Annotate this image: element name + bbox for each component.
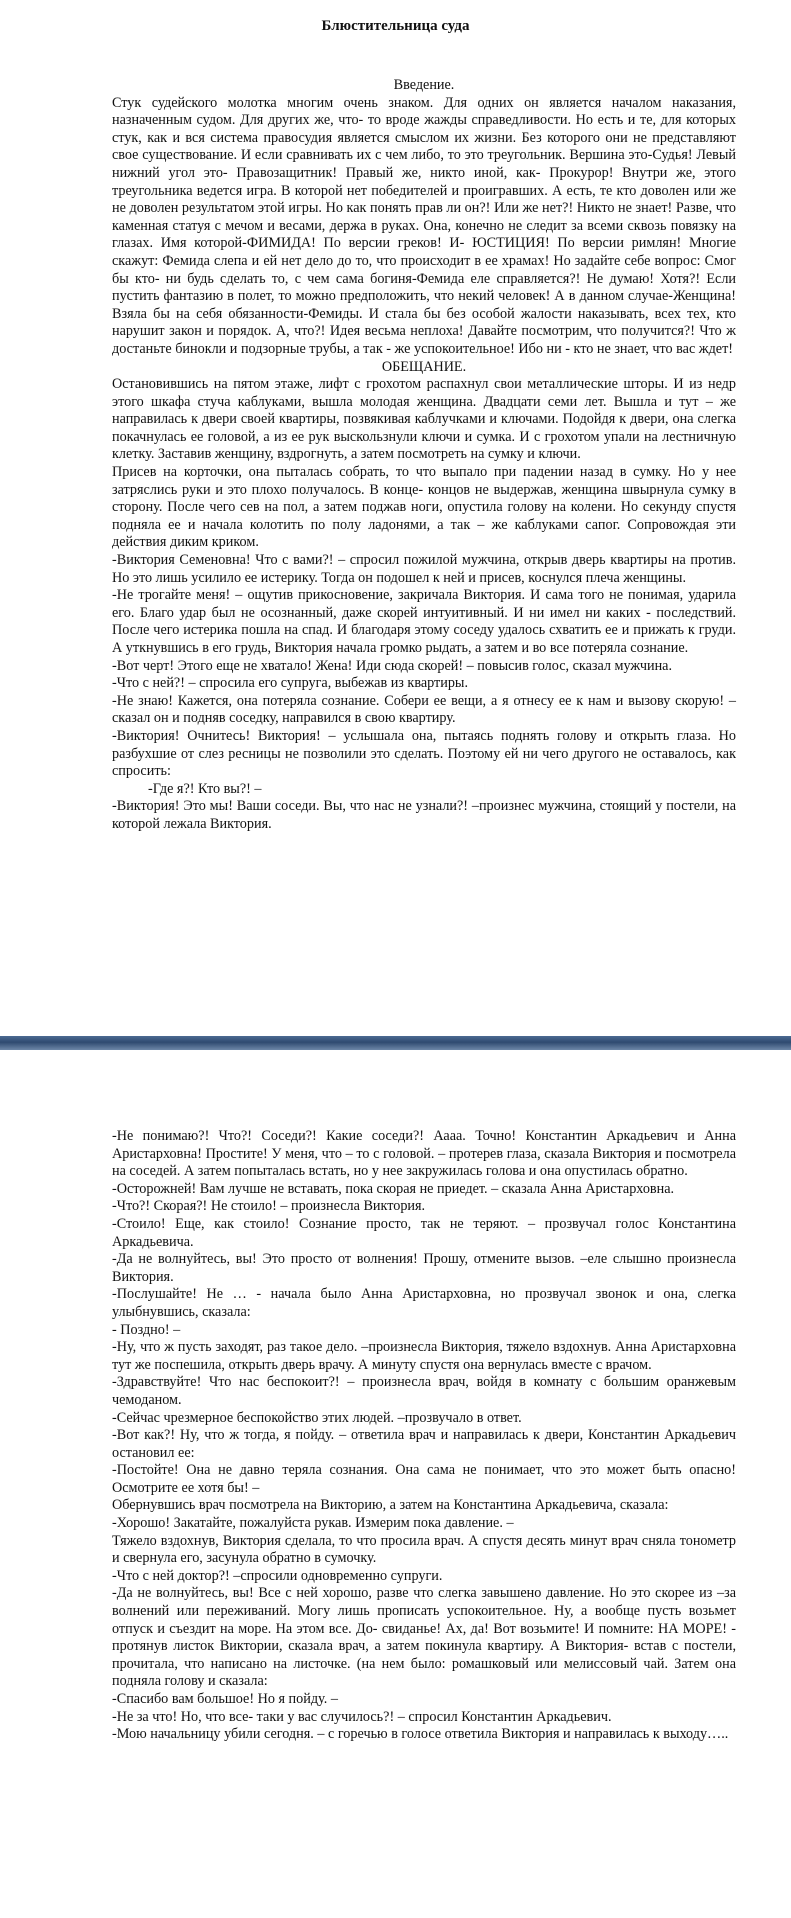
paragraph: -Виктория! Очнитесь! Виктория! – услышала она, пытаясь поднять голову и открыть глаза. Но разбухшие от слез ресницы не позволили это сделать. Поэтому ей ни чего другого не оставалось, как спросить:: [112, 727, 736, 780]
paragraph: -Хорошо! Закатайте, пожалуйста рукав. Измерим пока давление. –: [112, 1515, 514, 1532]
paragraph: -Вот черт! Этого еще не хватало! Жена! Иди сюда скорей! – повысив голос, сказал мужчина.: [112, 657, 673, 674]
paragraph: -Да не волнуйтесь, вы! Это просто от волнения! Прошу, отмените вызов. –еле слышно произнесла Виктория.: [112, 1251, 736, 1285]
paragraph: -Ну, что ж пусть заходят, раз такое дело. –произнесла Виктория, тяжело вздохнув. Анна Аристарховна тут же поспешила, открыть дверь врачу. А минуту спустя она вернулась вместе с врачом.: [112, 1339, 736, 1373]
paragraph: -Постойте! Она не давно теряла сознания. Она сама не понимает, что это может быть опасно! Осмотрите ее хотя бы! –: [112, 1462, 736, 1496]
paragraph: -Виктория Семеновна! Что с вами?! – спросил пожилой мужчина, открыв дверь квартиры на против. Но это лишь усилило ее истерику. Тогда он подошел к ней и присев, коснулся плеча женщины.: [112, 552, 736, 586]
page-2-text: [112, 1128, 736, 1744]
paragraph: -Что?! Скорая?! Не стоило! – произнесла Виктория.: [112, 1198, 426, 1215]
paragraph: -Не понимаю?! Что?! Соседи?! Какие соседи?! Аааа. Точно! Константин Аркадьевич и Анна Аристарховна! Простите! У меня, что – то с головой. – протерев глаза, сказала Виктория и посмотрела на соседей. А затем попыталась встать, но у нее закружилась голова и она опустилась обратно.: [112, 1128, 736, 1180]
paragraph: -Мою начальницу убили сегодня. – с горечью в голосе ответила Виктория и направилась к выходу…..: [112, 1726, 729, 1743]
paragraph: -Здравствуйте! Что нас беспокоит?! – произнесла врач, войдя в комнату с большим оранжевым чемоданом.: [112, 1374, 736, 1408]
paragraph: -Не за что! Но, что все- таки у вас случилось?! – спросил Константин Аркадьевич.: [112, 1708, 612, 1725]
paragraph: Присев на корточки, она пыталась собрать, то что выпало при падении назад в сумку. Но у нее затряслись руки и это плохо получалось. В конце- концов не выдержав, женщина швырнула сумку в сторону. После чего сев на пол, а затем поджав ноги, опустила голову на колени. Но секунду спустя подняла ее и начала колотить по полу ладонями, а так – же каблуками сапог. Сопровождая эти действия диким криком.: [112, 464, 736, 551]
intro-heading: Введение.: [393, 77, 455, 93]
paragraph: -Что с ней?! – спросила его супруга, выбежав из квартиры.: [112, 675, 469, 692]
intro-paragraph: Стук судейского молотка многим очень знаком. Для одних он является началом наказания, назначенным судом. Для других же, что- то вроде жажды справедливости. Но есть и те, для которых стук, как и вся система правосудия является смыслом их жизни. Без которого они не представляют свое существование. И если сравнивать их с чем либо, то это треугольник. Вершина это-Судья! Левый нижний угол это- Правозащитник! Правый же, никто иной, как- Прокурор! Внутри же, этого треугольника ведется игра. В которой нет победителей и проигравших. А есть, те кто доволен или же не доволен результатом этой игры. Но как понять прав ли он?! Или же нет?! Никто не знает! Разве, что каменная статуя с мечом и весами, держа в руках. Она, конечно не следит за всеми сквозь повязку на глазах. Имя которой-ФИМИДА! По версии греков! И- ЮСТИЦИЯ! По версии римлян! Многие скажут: Фемида слепа и ей нет дело до то, что происходит в ее храмах! Но задайте себе вопрос: Смог бы кто- ни будь сделать то, с чем сама богиня-Фемида еле справляется?! Не думаю! Хотя?! Если пустить фантазию в полет, то можно предположить, что некий человек! А в данном случае-Женщина! Взяла бы на себя обязанности-Фемиды. И стала бы без особой жалости наказывать, всех тех, кто нарушит закон и порядок. А, что?! Идея весьма неплоха! Давайте посмотрим, что получится?! Что ж достаньте бинокли и подзорные трубы, а так - же успокоительное! Ибо ни - кто не знает, что вас ждет!: [112, 94, 736, 357]
paragraph: -Послушайте! Не … - начала было Анна Аристарховна, но прозвучал звонок и она, слегка улыбнувшись, сказала:: [112, 1286, 736, 1320]
document-title: Блюстительница суда: [321, 18, 470, 34]
document-page-2: [0, 1050, 791, 1918]
paragraph: -Не знаю! Кажется, она потеряла сознание. Собери ее вещи, а я отнесу ее к нам и вызову скорую! – сказал он и подняв соседку, направился в свою квартиру.: [112, 692, 736, 727]
paragraph: -Вот как?! Ну, что ж тогда, я пойду. – ответила врач и направилась к двери, Константин Аркадьевич остановил ее:: [112, 1427, 736, 1461]
paragraph: -Что с ней доктор?! –спросили одновременно супруги.: [112, 1567, 443, 1584]
paragraph: Остановившись на пятом этаже, лифт с грохотом распахнул свои металлические шторы. И из недр этого шкафа стуча каблуками, вышла молодая женщина. Двадцати семи лет. Вышла и тут – же направилась к двери своей квартиры, позвякивая каблучками и ключами. Подойдя к двери, она слегка покачнулась ее головой, а из ее рук выскользнули ключи и сумка. И с грохотом упали на лестничную клетку. Заставив женщину, вздрогнуть, а затем посмотреть на сумку и ключи.: [112, 376, 736, 463]
paragraph: -Виктория! Это мы! Ваши соседи. Вы, что нас не узнали?! –произнес мужчина, стоящий у постели, на которой лежала Виктория.: [112, 798, 736, 832]
chapter-heading: ОБЕЩАНИЕ.: [381, 358, 467, 375]
paragraph: Обернувшись врач посмотрела на Викторию, а затем на Константина Аркадьевича, сказала:: [112, 1497, 669, 1514]
paragraph: -Спасибо вам большое! Но я пойду. –: [112, 1691, 338, 1707]
paragraph: -Осторожней! Вам лучше не вставать, пока скорая не приедет. – сказала Анна Аристарховна.: [112, 1180, 675, 1197]
page-separator: [0, 1036, 791, 1050]
paragraph: -Сейчас чрезмерное беспокойство этих людей. –прозвучало в ответ.: [112, 1409, 522, 1426]
page-1-text: [112, 77, 736, 834]
paragraph: Тяжело вздохнув, Виктория сделала, то что просила врач. А спустя десять минут врач сняла тонометр и свернула его, засунула обратно в сумочку.: [112, 1532, 736, 1567]
paragraph: -Да не волнуйтесь, вы! Все с ней хорошо, разве что слегка завышено давление. Но это скорее из –за волнений или переживаний. Могу лишь прописать успокоительное. Ну, а вообще пусть возьмет отпуск и съездит на море. На этом все. До- свиданье! Ах, да! Вот возьмите! И помните: НА МОРЕ! - протянув листок Виктории, сказала врач, а затем покинула квартиру. А Виктория- встав с постели, прочитала, что написано на листочке. (на нем было: ромашковый или мелиссовый чай. Затем она подняла голову и сказала:: [112, 1585, 736, 1690]
paragraph: -Стоило! Еще, как стоило! Сознание просто, так не теряют. – прозвучал голос Константина Аркадьевича.: [112, 1215, 736, 1250]
paragraph: - Поздно! –: [112, 1321, 181, 1338]
paragraph: -Не трогайте меня! – ощутив прикосновение, закричала Виктория. И сама того не понимая, ударила его. Благо удар был не осознанный, даже скорей интуитивный. И ни имел ни каких - последствий. После чего истерика пошла на спад. И благодаря этому соседу удалось схватить ее и прижать к груди. А уткнувшись в его грудь, Виктория начала громко рыдать, а затем и во все потеряла сознание.: [112, 587, 736, 656]
indented-line: -Где я?! Кто вы?! –: [148, 780, 262, 797]
